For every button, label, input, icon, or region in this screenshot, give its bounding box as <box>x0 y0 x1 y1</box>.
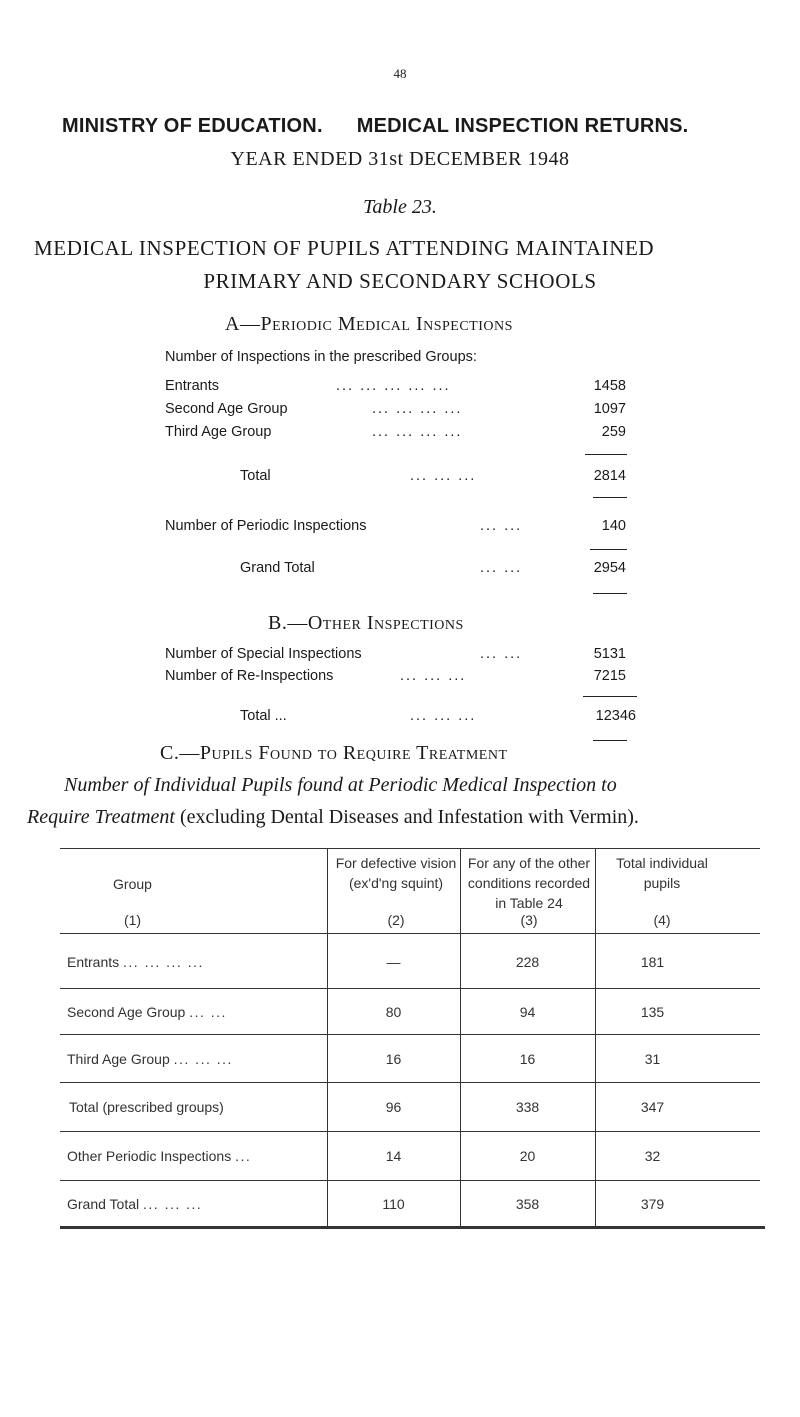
table-row-rule <box>60 1034 760 1035</box>
section-a-heading: A—Periodic Medical Inspections <box>225 313 513 335</box>
total-label: Total <box>240 468 271 484</box>
table-cell: 20 <box>519 1148 536 1164</box>
ministry-name: MINISTRY OF EDUCATION. <box>62 115 323 137</box>
table-cell: 110 <box>382 1196 405 1212</box>
table-top-rule <box>60 848 760 849</box>
table-bottom-rule <box>60 1226 765 1229</box>
table-row-label: Entrants ... ... ... ... <box>67 954 204 970</box>
sum-rule <box>593 740 627 741</box>
row-value-second-age: 1097 <box>593 401 626 417</box>
table-row-rule <box>60 1180 760 1181</box>
header-num-2: (2) <box>387 912 405 928</box>
section-c-heading: C.—Pupils Found to Require Treatment <box>160 742 508 764</box>
row-dots: ... ... <box>480 518 523 534</box>
row-dots: ... ... <box>480 646 523 662</box>
row-dots: ... ... ... ... ... <box>336 378 451 394</box>
table-row-rule <box>60 1082 760 1083</box>
row-dots: ... ... ... <box>410 708 477 724</box>
table-row-label: Second Age Group ... ... <box>67 1004 227 1020</box>
subtitle-italic: Require Treatment <box>27 806 175 828</box>
sum-rule <box>583 696 637 697</box>
sum-rule <box>585 454 627 455</box>
reinspection-value: 7215 <box>593 668 626 684</box>
sum-rule <box>593 593 627 594</box>
table-cell: 16 <box>385 1051 402 1067</box>
table-cell: 14 <box>385 1148 402 1164</box>
table-col-rule <box>460 848 461 1226</box>
table-col-rule <box>327 848 328 1226</box>
header-num-4: (4) <box>653 912 671 928</box>
header-num-3: (3) <box>520 912 538 928</box>
table-cell: 80 <box>385 1004 402 1020</box>
table-cell: 31 <box>644 1051 661 1067</box>
table-row-label: Grand Total ... ... ... <box>67 1196 203 1212</box>
main-title-line1: MEDICAL INSPECTION OF PUPILS ATTENDING MAINTAINED <box>34 236 655 260</box>
table-cell: 16 <box>519 1051 536 1067</box>
reinspection-label: Number of Re-Inspections <box>165 668 334 684</box>
row-dots: ... ... ... <box>400 668 467 684</box>
returns-title: MEDICAL INSPECTION RETURNS. <box>356 115 689 137</box>
special-label: Number of Special Inspections <box>165 646 362 662</box>
row-value-entrants: 1458 <box>593 378 626 394</box>
total-value: 2814 <box>593 468 626 484</box>
row-value-third-age: 259 <box>601 424 626 440</box>
header-total-pupils: Total individual pupils <box>616 855 708 891</box>
row-label-second-age: Second Age Group <box>165 401 288 417</box>
row-dots: ... ... ... ... <box>372 401 463 417</box>
table-cell: 338 <box>515 1099 540 1115</box>
grand-total-label: Grand Total <box>240 560 315 576</box>
table-cell: 379 <box>640 1196 665 1212</box>
year-ended: YEAR ENDED 31st DECEMBER 1948 <box>230 148 570 170</box>
table-col-rule <box>595 848 596 1226</box>
row-dots: ... ... <box>480 560 523 576</box>
table-cell: 135 <box>640 1004 665 1020</box>
table-cell: — <box>386 954 401 970</box>
b-total-value: 12346 <box>595 708 636 724</box>
table-row-label: Third Age Group ... ... ... <box>67 1051 233 1067</box>
header-defective-vision: For defective vision (ex'd'ng squint) <box>335 855 457 891</box>
header-other-conditions: For any of the other conditions recorded in Table 24 <box>467 855 591 911</box>
table-cell: 94 <box>519 1004 536 1020</box>
row-label-third-age: Third Age Group <box>165 424 272 440</box>
sum-rule <box>590 549 627 550</box>
table-header-rule <box>60 933 760 934</box>
b-total-label: Total ... <box>240 708 287 724</box>
section-a-intro: Number of Inspections in the prescribed Groups: <box>165 349 477 365</box>
table-cell: 32 <box>644 1148 661 1164</box>
special-value: 5131 <box>593 646 626 662</box>
table-row-label: Total (prescribed groups) <box>69 1099 224 1115</box>
row-dots: ... ... ... <box>410 468 477 484</box>
table-cell: 96 <box>385 1099 402 1115</box>
row-dots: ... ... ... ... <box>372 424 463 440</box>
periodic-label: Number of Periodic Inspections <box>165 518 367 534</box>
table-cell: 228 <box>515 954 540 970</box>
table-cell: 358 <box>515 1196 540 1212</box>
section-c-subtitle-line2 <box>27 806 639 829</box>
table-row-label: Other Periodic Inspections ... <box>67 1148 252 1164</box>
section-b-heading: B.—Other Inspections <box>268 612 464 634</box>
table-row-rule <box>60 988 760 989</box>
table-cell: 181 <box>640 954 665 970</box>
table-cell: 347 <box>640 1099 665 1115</box>
table-row-rule <box>60 1131 760 1132</box>
table-title: Table 23. <box>363 196 437 218</box>
ministry-header <box>62 115 688 138</box>
grand-total-value: 2954 <box>593 560 626 576</box>
header-group: Group <box>113 876 152 892</box>
header-num-1: (1) <box>123 912 142 928</box>
periodic-value: 140 <box>601 518 626 534</box>
subtitle-plain: (excluding Dental Diseases and Infestation with Vermin). <box>179 806 639 828</box>
row-label-entrants: Entrants <box>165 378 219 394</box>
sum-rule <box>593 497 627 498</box>
page-number: 48 <box>393 66 407 81</box>
section-c-subtitle-line1: Number of Individual Pupils found at Periodic Medical Inspection to <box>64 774 617 796</box>
main-title-line2: PRIMARY AND SECONDARY SCHOOLS <box>203 269 597 293</box>
